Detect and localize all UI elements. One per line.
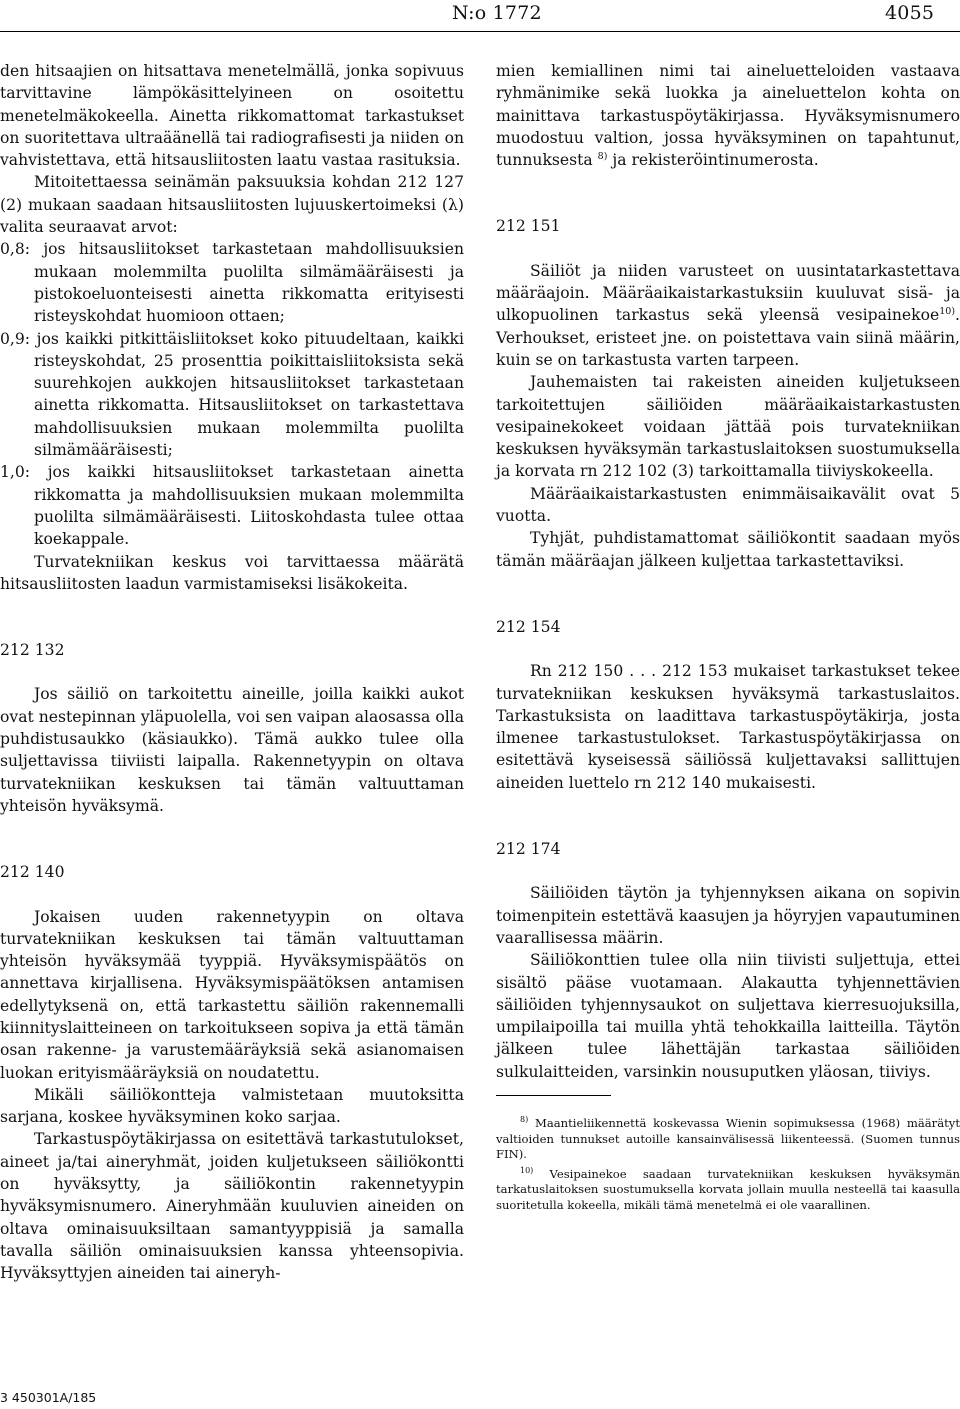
paragraph: Jokaisen uuden rakennetyypin on oltava turvatekniikan keskuksen tai tämän valtuuttaman yhteisön hyväksymää tyyppiä. Hyväksymispäätös on annettava kirjallisena. Hyväksymispäätöksen antamisen edellytyksenä on, että tarkastettu säiliön rakennemalli kiinnityslaitteineen on tarkoitukseen sopiva ja että tämän osan rakenne- ja varustemääräyksiä sekä asianomaisen luokan erityismääräyksiä on noudatettu. (0, 907, 464, 1082)
paragraph: Rn 212 150 . . . 212 153 mukaiset tarkastukset tekee turvatekniikan keskuksen hyväksymä tarkastuslaitos. Tarkastuksista on laadittava tarkastuspöytäkirja, josta ilmenee tarkastustulokset. Tarkastuspöytäkirjassa on esitettävä kyseisessä säiliössä kuljettavaksi sallittujen aineiden luettelo rn 212 140 mukaisesti. (496, 662, 960, 792)
section-heading-212-140: 212 140 (0, 863, 65, 882)
factor-item-0-9: 0,9: jos kaikki pitkittäisliitokset koko pituudeltaan, kaikki risteyskohdat, 25 prosenttia poikittaisliitoksista sekä suurehkojen aukkojen hitsausliitokset tarkastetaan ainetta rikkomatta. Hitsausliitokset on tarkastettava mahdollisuuksien mukaan molemmilta puolilta silmämääräisesti; (0, 329, 464, 460)
page-header-issue: N:o 1772 (452, 2, 542, 24)
section-heading-212-132: 212 132 (0, 641, 65, 660)
right-column (496, 60, 960, 1218)
text-run: ja rekisteröintinumerosta. (607, 151, 819, 170)
section-heading-212-154: 212 154 (496, 617, 561, 636)
footnote-10 (496, 1167, 960, 1214)
left-column (0, 60, 464, 1285)
paragraph: Tarkastuspöytäkirjassa on esitettävä tarkastutulokset, aineet ja/tai aineryhmät, joiden kuljetukseen säiliökontti on hyväksytty, ja säiliökontin rakennetyypin hyväksymisnumero. Aineryhmään kuuluvien aineiden on oltava ominaisuuksiltaan samantyyppisiä ja samalla tavalla säiliön ominaisuuksien kanssa yhteensopivia. Hyväksyttyjen aineiden tai aineryh- (0, 1130, 464, 1283)
footnote-ref-8: 8) (597, 151, 608, 162)
paragraph: den hitsaajien on hitsattava menetelmällä, jonka sopivuus tarvittavine lämpökäsittelyineen on osoitettu menetelmäkokeella. Ainetta rikkomattomat tarkastukset on suoritettava ultraäänellä tai radiografisesti ja niiden on vahvistettava, että hitsausliitosten laatu vastaa rasituksia. (0, 62, 464, 170)
footnote-mark-10: 10) (520, 1165, 534, 1175)
paragraph: Säiliöiden täytön ja tyhjennyksen aikana on sopivin toimenpitein estettävä kaasujen ja höyryjen vapautuminen vaarallisessa määrin. (496, 884, 960, 947)
factor-item-1-0: 1,0: jos kaikki hitsausliitokset tarkastetaan ainetta rikkomatta ja mahdollisuuksien mukaan molemmilta puolilta silmämääräisesti. Liitoskohdasta tulee ottaa koekappale. (0, 463, 464, 549)
footnote-text: Vesipainekoe saadaan turvatekniikan keskuksen hyväksymän tarkatuslaitoksen suostumuksella korvata jollain muulla nesteellä tai kaasulla suoritetulla kokeella, mikäli tämä menetelmä ei ole vaarallinen. (496, 1166, 960, 1212)
section-heading-212-174: 212 174 (496, 840, 561, 859)
text-run: mien kemiallinen nimi tai aineluetteloiden vastaava ryhmänimike sekä luokka ja aineluettelon kohta on mainittava tarkastuspöytäkirjassa. Hyväksymisnumero muodostuu valtion, jossa hyväksyminen on tapahtunut, tunnuksesta (496, 62, 960, 170)
paragraph (496, 260, 960, 371)
footnote-text: Maantieliikennettä koskevassa Wienin sopimuksessa (1968) määrätyt valtioiden tunnukset autoille kansainvälisessä liikenteessä. (Suomen tunnus FIN). (496, 1115, 960, 1162)
print-code: 3 450301A/185 (0, 1390, 97, 1405)
footnote-ref-10: 10) (939, 306, 956, 318)
paragraph: Jauhemaisten tai rakeisten aineiden kuljetukseen tarkoitettujen säiliöiden määräaikaistarkastusten vesipainekokeet voidaan jättää pois turvatekniikan keskuksen hyväksymän tarkastuslaitoksen suostumuksella ja korvata rn 212 102 (3) tarkoittamalla tiiviyskokeella. (496, 373, 960, 481)
paragraph: Jos säiliö on tarkoitettu aineille, joilla kaikki aukot ovat nestepinnan yläpuolella, voi sen vaipan alaosassa olla puhdistusaukko (käsiaukko). Tämä aukko tulee olla suljettavissa tiiviisti laipalla. Rakennetyypin on oltava turvatekniikan keskuksen tai tämän valtuuttaman yhteisön hyväksymä. (0, 685, 464, 815)
page-number: 4055 (885, 2, 935, 24)
paragraph: Tyhjät, puhdistamattomat säiliökontit saadaan myös tämän määräajan jälkeen kuljettaa tarkastettaviksi. (496, 529, 960, 570)
paragraph (496, 60, 960, 171)
paragraph: Mikäli säiliökontteja valmistetaan muutoksitta sarjana, koskee hyväksyminen koko sarjaa. (0, 1085, 464, 1127)
header-rule (0, 31, 960, 32)
text-run: Säiliöt ja niiden varusteet on uusintatarkastettava määräajoin. Määräaikaistarkastuksiin kuuluvat sisä- ja ulkopuolinen tarkastus sekä yleensä vesipainekoe (496, 261, 960, 325)
factor-item-0-8: 0,8: jos hitsausliitokset tarkastetaan mahdollisuuksien mukaan molemmilta puolilta silmämääräisesti ja pistokoeluonteisesti ainetta rikkomatta erityisesti risteyskohdat huomioon ottaen; (0, 240, 464, 326)
paragraph: Määräaikaistarkastusten enimmäisaikavälit ovat 5 vuotta. (496, 484, 960, 526)
section-heading-212-151: 212 151 (496, 217, 561, 236)
footnote-mark-8: 8) (520, 1115, 529, 1125)
paragraph: Mitoitettaessa seinämän paksuuksia kohdan 212 127 (2) mukaan saadaan hitsausliitosten lujuuskertoimeksi (λ) valita seuraavat arvot: (0, 173, 464, 237)
footnote-8 (496, 1116, 960, 1163)
text-run: . Verhoukset, eristeet jne. on poistettava vain siinä määrin, kuin se on tarkastusta varten tarpeen. (496, 306, 960, 369)
footnotes (496, 1116, 960, 1214)
footnote-rule (496, 1095, 611, 1096)
paragraph: Turvatekniikan keskus voi tarvittaessa määrätä hitsausliitosten laadun varmistamiseksi lisäkokeita. (0, 552, 464, 593)
paragraph: Säiliökonttien tulee olla niin tiivisti suljettuja, ettei sisältö pääse vuotamaan. Alakautta tyhjennettävien säiliöiden tyhjennysaukot on suljettava kierresuojuksilla, umpilaipoilla tai muilla yhtä tehokkailla laitteilla. Täytön jälkeen tulee lähettäjän tarkastaa säiliöiden sulkulaitteiden, varsinkin nousuputken yläosan, tiiviys. (496, 951, 960, 1081)
